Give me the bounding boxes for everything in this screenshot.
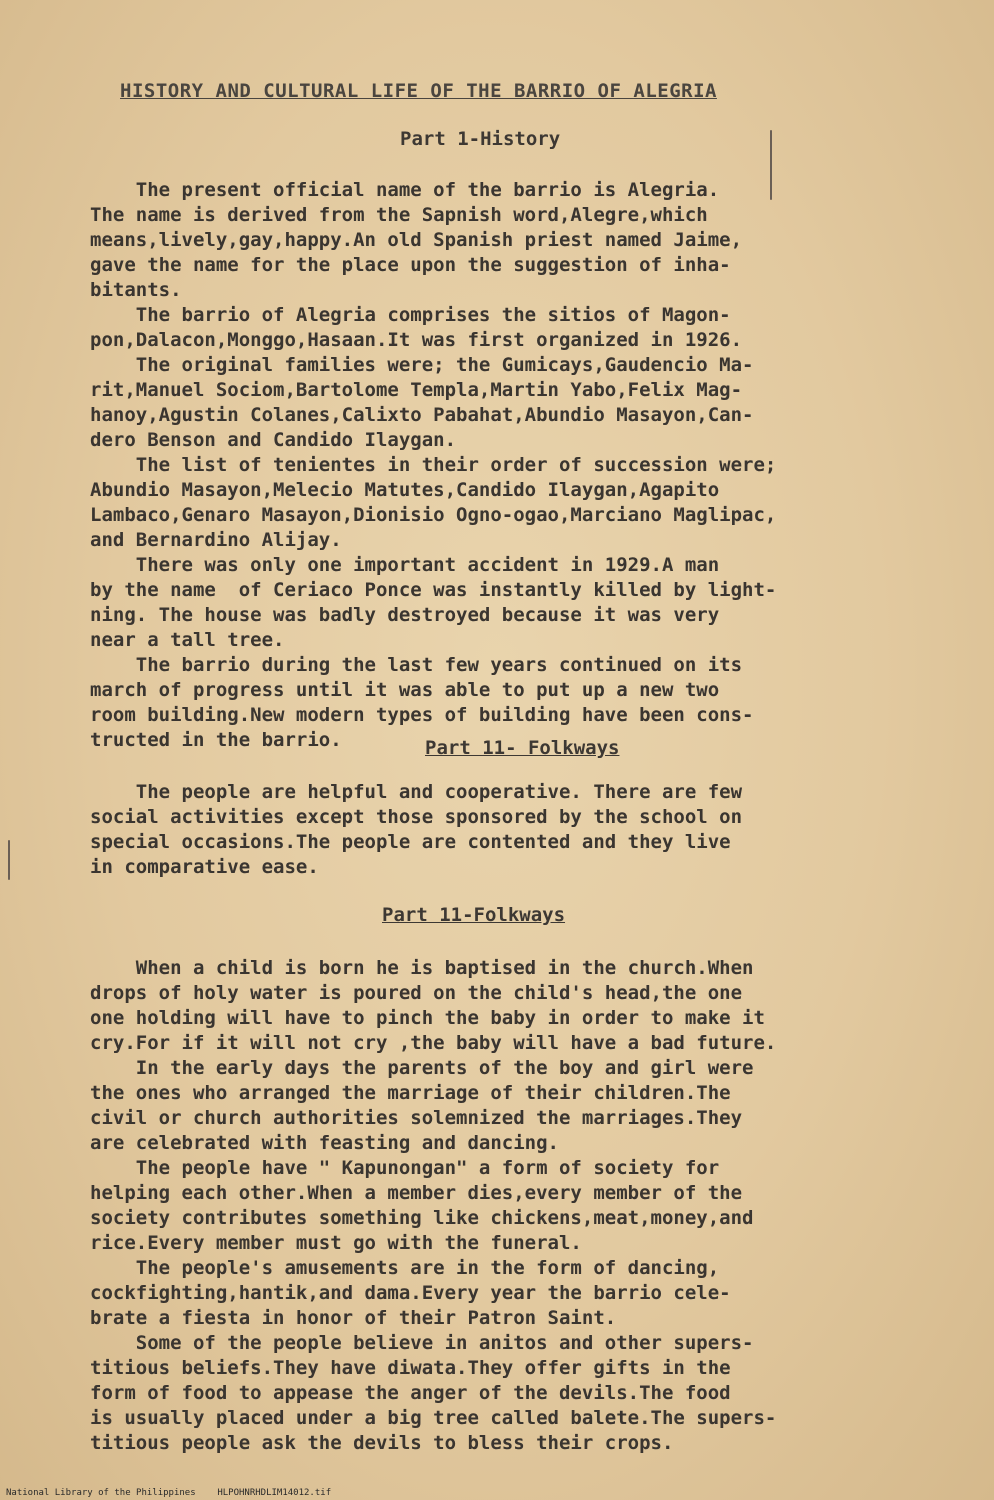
text-line: pon,Dalacon,Monggo,Hasaan.It was first organized in 1926. — [90, 329, 743, 351]
text-line: The barrio of Alegria comprises the sitios of Magon- — [90, 304, 731, 326]
text-line: The people are helpful and cooperative. There are few — [90, 781, 743, 803]
part1-heading: Part 1-History — [400, 128, 561, 150]
text-line: In the early days the parents of the boy and girl were — [90, 1057, 754, 1079]
text-line: tructed in the barrio. — [90, 729, 342, 751]
text-line: Abundio Masayon,Melecio Matutes,Candido Ilaygan,Agapito — [90, 479, 720, 501]
text-line: titious beliefs.They have diwata.They offer gifts in the — [90, 1357, 731, 1379]
text-line: The people's amusements are in the form of dancing, — [90, 1257, 720, 1279]
text-line: room building.New modern types of building have been cons- — [90, 704, 754, 726]
text-line: Some of the people believe in anitos and other supers- — [90, 1332, 754, 1354]
text-line: The original families were; the Gumicays,Gaudencio Ma- — [90, 354, 754, 376]
text-line: titious people ask the devils to bless their crops. — [90, 1432, 674, 1454]
text-line: The name is derived from the Sapnish word,Alegre,which — [90, 204, 708, 226]
text-line: When a child is born he is baptised in the church.When — [90, 957, 754, 979]
part2a-body — [90, 780, 970, 880]
text-line: helping each other.When a member dies,every member of the — [90, 1182, 743, 1204]
text-line: The list of tenientes in their order of succession were; — [90, 454, 777, 476]
footer-source: National Library of the Philippines HLPOHNRHDLIM14012.tif — [6, 1488, 332, 1498]
text-line: march of progress until it was able to put up a new two — [90, 679, 720, 701]
text-line: cockfighting,hantik,and dama.Every year the barrio cele- — [90, 1282, 731, 1304]
text-line: gave the name for the place upon the suggestion of inha- — [90, 254, 731, 276]
text-line: society contributes something like chickens,meat,money,and — [90, 1207, 754, 1229]
text-line: brate a fiesta in honor of their Patron Saint. — [90, 1307, 617, 1329]
text-line: form of food to appease the anger of the devils.The food — [90, 1382, 731, 1404]
text-line: bitants. — [90, 279, 182, 301]
part2a-heading: Part 11- Folkways — [425, 737, 620, 759]
text-line: are celebrated with feasting and dancing. — [90, 1132, 559, 1154]
text-line: There was only one important accident in 1929.A man — [90, 554, 720, 576]
text-line: near a tall tree. — [90, 629, 285, 651]
text-line: rice.Every member must go with the funeral. — [90, 1232, 582, 1254]
text-line: hanoy,Agustin Colanes,Calixto Pabahat,Abundio Masayon,Can- — [90, 404, 754, 426]
text-line: Lambaco,Genaro Masayon,Dionisio Ogno-ogao,Marciano Maglipac, — [90, 504, 777, 526]
text-line: social activities except those sponsored by the school on — [90, 806, 743, 828]
text-line: by the name of Ceriaco Ponce was instantly killed by light- — [90, 579, 777, 601]
part2b-body — [90, 956, 970, 1456]
text-line: ning. The house was badly destroyed because it was very — [90, 604, 720, 626]
text-line: is usually placed under a big tree called balete.The supers- — [90, 1407, 777, 1429]
text-line: and Bernardino Alijay. — [90, 529, 342, 551]
margin-mark — [8, 840, 10, 880]
text-line: The barrio during the last few years continued on its — [90, 654, 743, 676]
pencil-mark — [770, 130, 772, 200]
text-line: means,lively,gay,happy.An old Spanish priest named Jaime, — [90, 229, 743, 251]
text-line: the ones who arranged the marriage of their children.The — [90, 1082, 731, 1104]
part2b-heading: Part 11-Folkways — [382, 904, 566, 926]
text-line: The present official name of the barrio is Alegria. — [90, 179, 720, 201]
text-line: drops of holy water is poured on the child's head,the one — [90, 982, 743, 1004]
text-line: in comparative ease. — [90, 856, 319, 878]
text-line: The people have " Kapunongan" a form of society for — [90, 1157, 720, 1179]
document-title: HISTORY AND CULTURAL LIFE OF THE BARRIO OF ALEGRIA — [120, 80, 717, 102]
text-line: special occasions.The people are contented and they live — [90, 831, 731, 853]
text-line: rit,Manuel Sociom,Bartolome Templa,Martin Yabo,Felix Mag- — [90, 379, 743, 401]
text-line: one holding will have to pinch the baby in order to make it — [90, 1007, 765, 1029]
text-line: cry.For if it will not cry ,the baby will have a bad future. — [90, 1032, 777, 1054]
part1-body — [90, 178, 970, 753]
text-line: civil or church authorities solemnized the marriages.They — [90, 1107, 743, 1129]
text-line: dero Benson and Candido Ilaygan. — [90, 429, 457, 451]
